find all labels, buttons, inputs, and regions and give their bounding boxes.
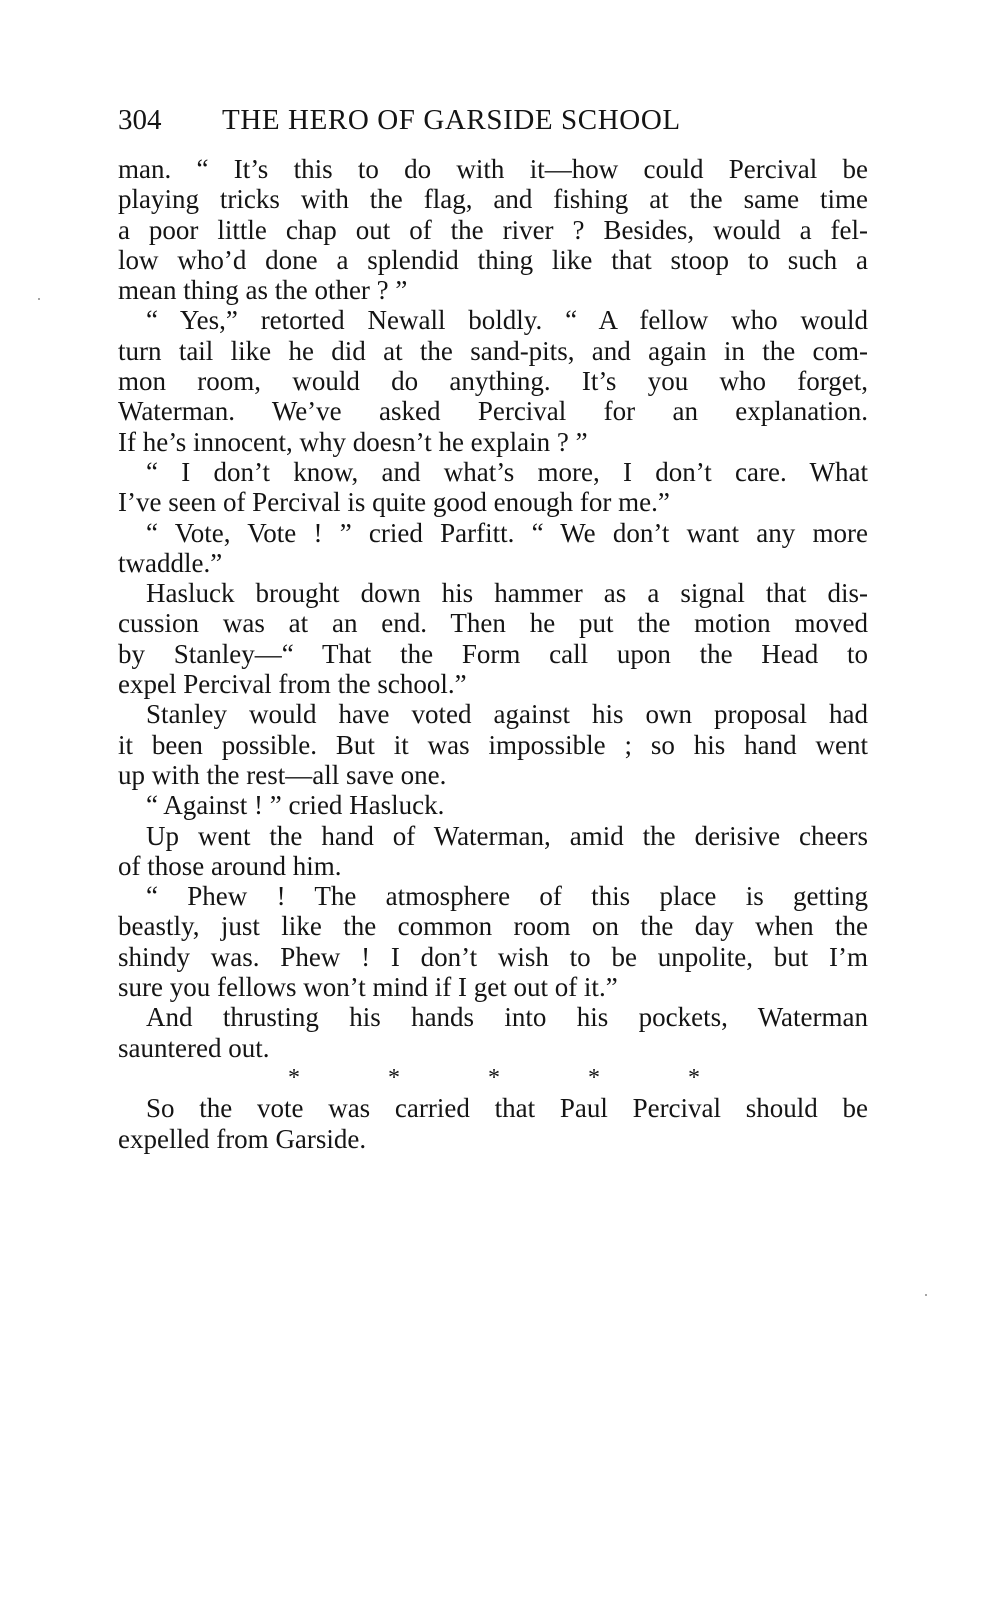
text-line: “ Phew ! The atmosphere of this place is getting — [146, 881, 868, 912]
text-line: by Stanley—“ That the Form call upon the Head to — [118, 638, 868, 669]
text-line: man. “ It’s this to do with it—how could Percival be — [118, 154, 868, 184]
text-line: playing tricks with the flag, and fishing at the same time — [118, 184, 868, 215]
text-line: turn tail like he did at the sand-pits, and again in the com- — [118, 335, 868, 366]
text-line: sauntered out. — [118, 1032, 270, 1063]
text-line: a poor little chap out of the river ? Besides, would a fel- — [118, 214, 868, 245]
text-line: “ I don’t know, and what’s more, I don’t care. What — [146, 456, 868, 487]
text-line: it been possible. But it was impossible ; so his hand went — [118, 729, 868, 760]
text-line: mean thing as the other ? ” — [118, 275, 408, 306]
text-line: Stanley would have voted against his own proposal had — [146, 699, 868, 730]
running-title: THE HERO OF GARSIDE SCHOOL — [222, 104, 681, 136]
text-line: up with the rest—all save one. — [118, 759, 447, 790]
asterisk: * — [488, 1064, 500, 1091]
text-line: And thrusting his hands into his pockets, Waterman — [146, 1002, 868, 1033]
text-line: Up went the hand of Waterman, amid the derisive cheers — [146, 820, 868, 851]
text-line: Waterman. We’ve asked Percival for an explanation. — [118, 396, 868, 427]
text-line: “ Against ! ” cried Hasluck. — [146, 790, 445, 821]
text-line: expelled from Garside. — [118, 1123, 367, 1154]
asterisk: * — [588, 1064, 600, 1091]
asterisk: * — [288, 1064, 300, 1091]
text-line: cussion was at an end. Then he put the motion moved — [118, 608, 868, 639]
text-line: low who’d done a splendid thing like that stoop to such a — [118, 244, 868, 275]
text-line: expel Percival from the school.” — [118, 669, 467, 700]
section-break — [284, 1063, 704, 1093]
text-line: sure you fellows won’t mind if I get out of it.” — [118, 972, 618, 1003]
text-line: I’ve seen of Percival is quite good enough for me.” — [118, 487, 670, 518]
text-line: beastly, just like the common room on the day when the — [118, 911, 868, 942]
asterisk: * — [388, 1064, 400, 1091]
text-line: Hasluck brought down his hammer as a signal that dis- — [146, 578, 868, 609]
asterisk: * — [688, 1064, 700, 1091]
text-line: of those around him. — [118, 850, 342, 881]
text-line: twaddle.” — [118, 547, 223, 578]
scan-speck — [38, 298, 40, 300]
scan-speck — [925, 1294, 927, 1296]
text-line: “ Yes,” retorted Newall boldly. “ A fellow who would — [146, 305, 868, 336]
text-line: mon room, would do anything. It’s you who forget, — [118, 366, 868, 397]
text-line: So the vote was carried that Paul Percival should be — [146, 1093, 868, 1124]
page-header — [118, 100, 870, 140]
page-number: 304 — [118, 104, 162, 136]
text-line: “ Vote, Vote ! ” cried Parfitt. “ We don’t want any more — [146, 517, 868, 548]
text-line: If he’s innocent, why doesn’t he explain ? ” — [118, 426, 588, 457]
body-text — [118, 154, 868, 1154]
text-line: shindy was. Phew ! I don’t wish to be unpolite, but I’m — [118, 941, 868, 972]
